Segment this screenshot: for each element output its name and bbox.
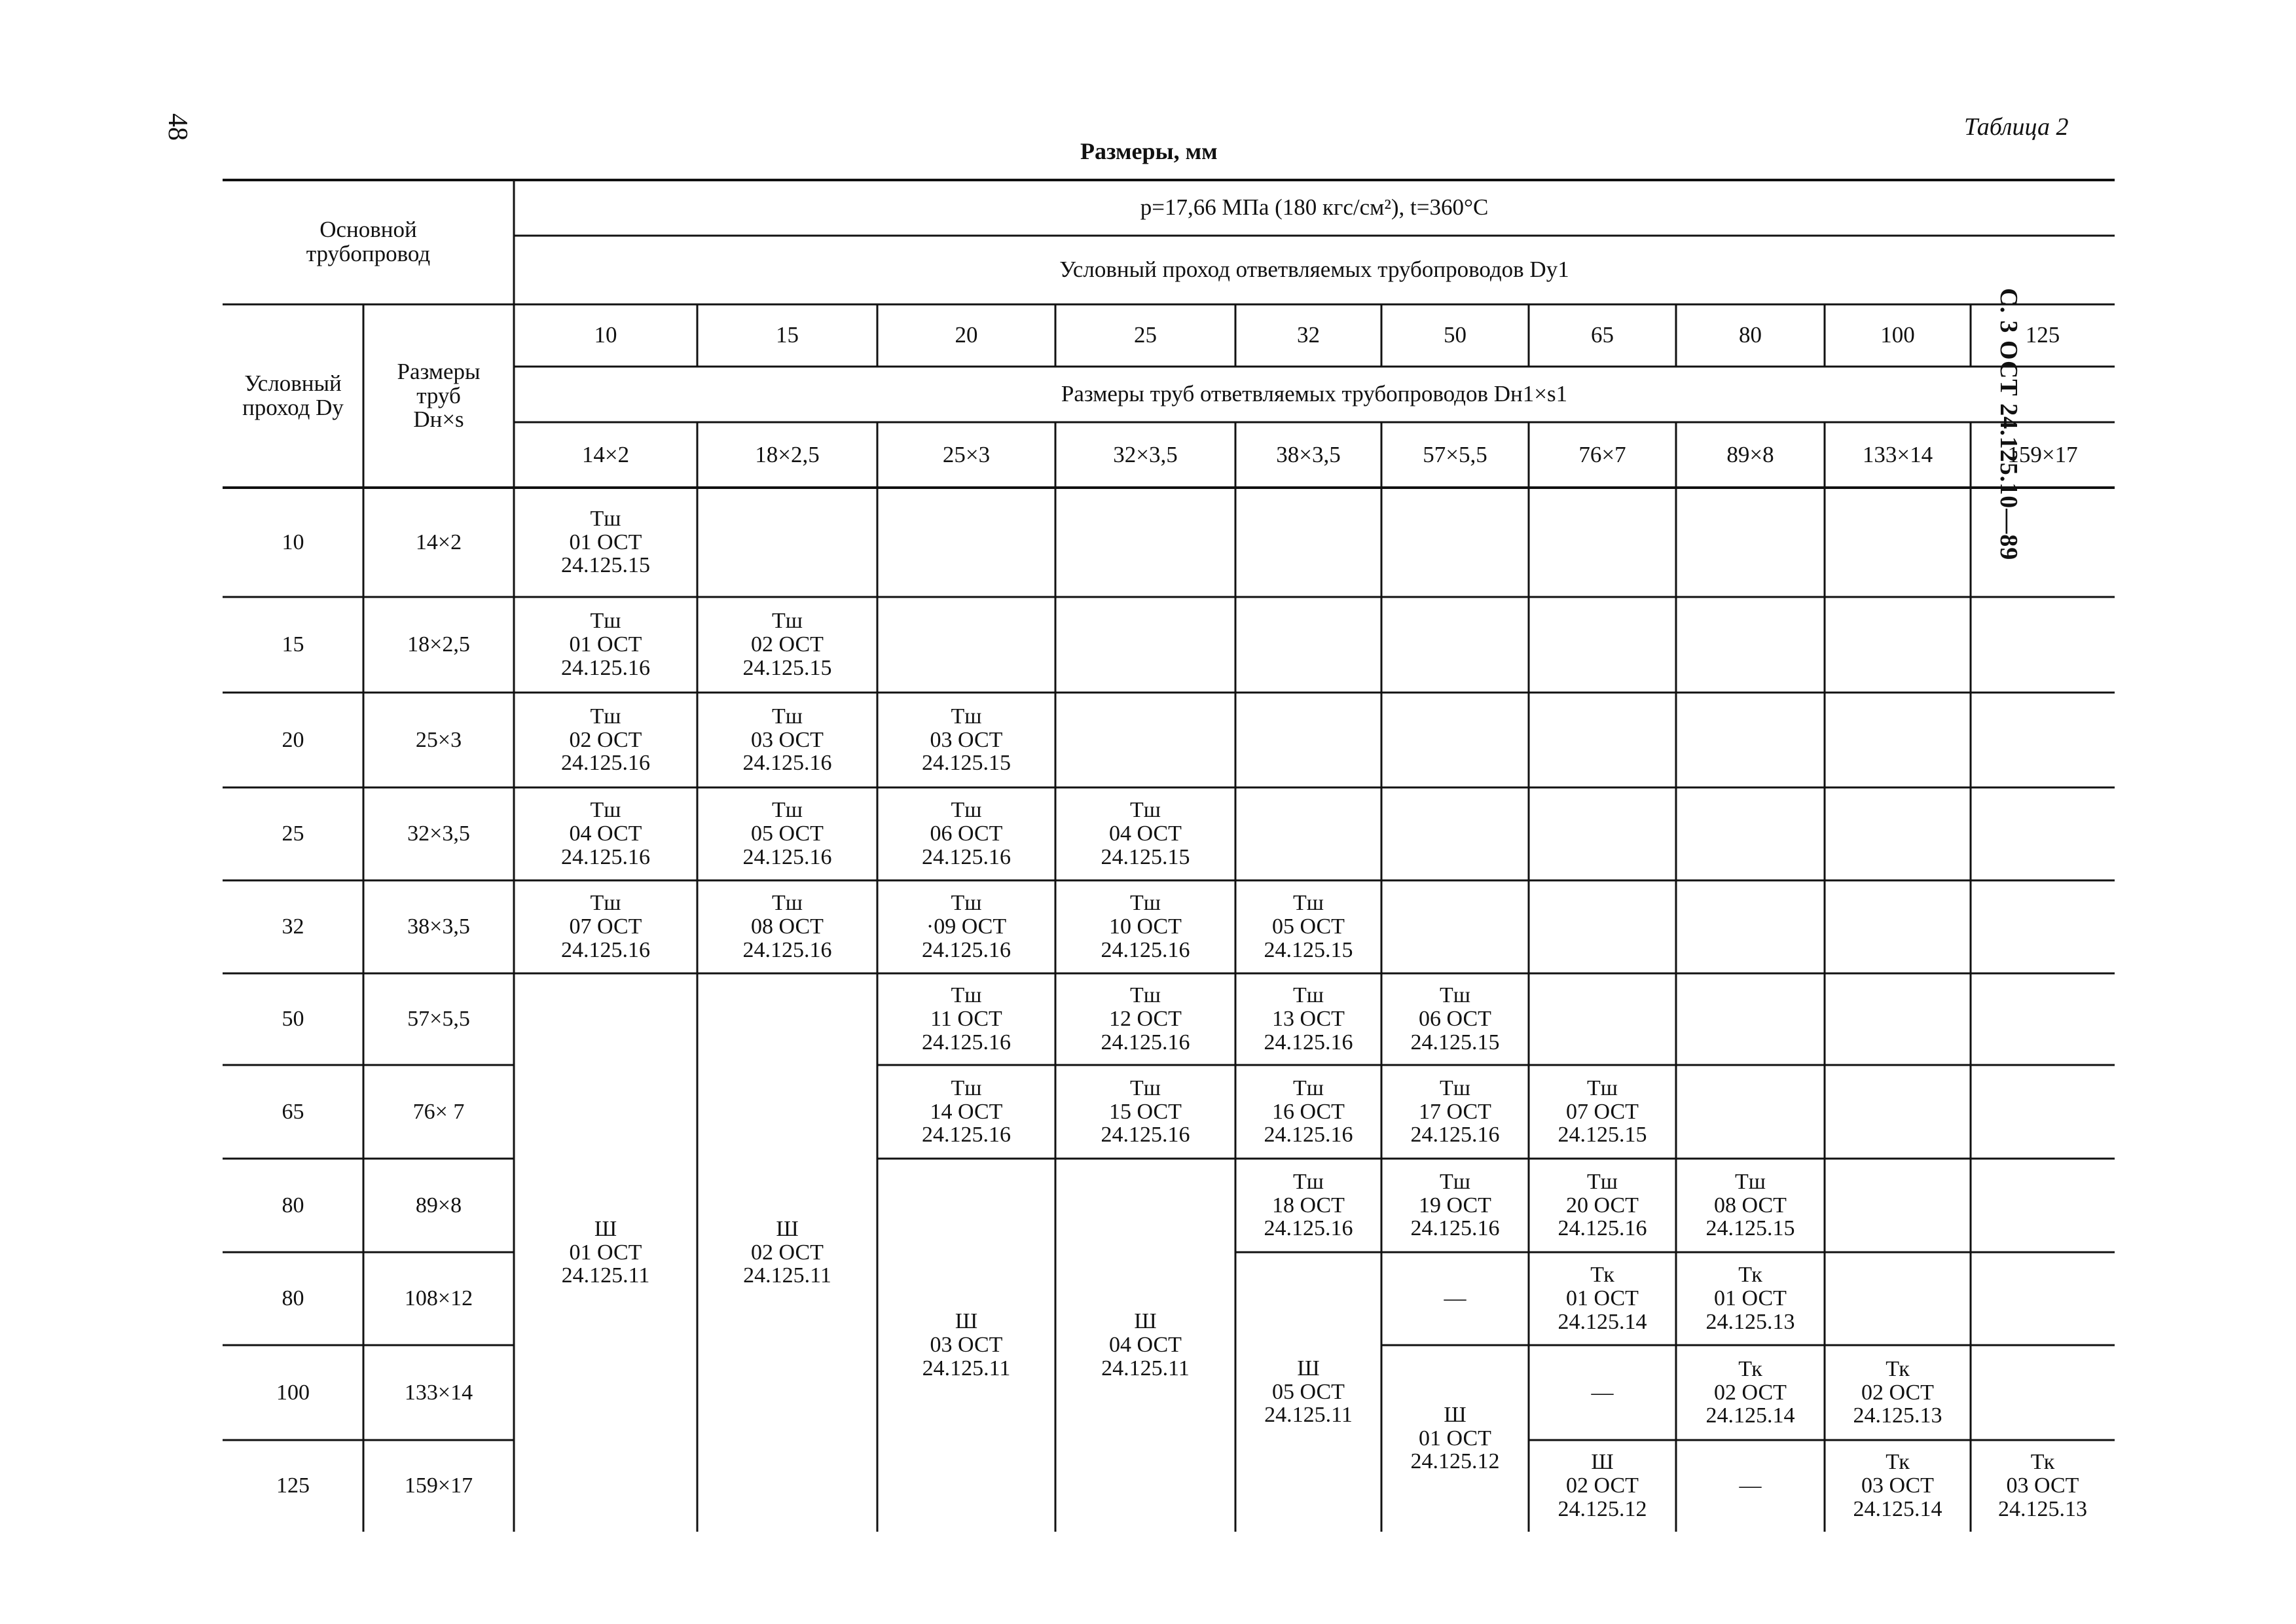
cell-line: 05 ОСТ: [1272, 1379, 1345, 1404]
row-dn-label: [223, 880, 363, 973]
branch-size-cell: [1825, 422, 1971, 488]
cell-line: 06 ОСТ: [930, 821, 1003, 846]
cell-line: 02 ОСТ: [1714, 1380, 1787, 1405]
page-number: 48: [162, 113, 192, 141]
cell-line: 25: [1134, 322, 1157, 348]
cell-line: Тш: [1293, 891, 1324, 916]
fitting-designation: [1055, 787, 1235, 880]
row-dn-label: [223, 597, 363, 693]
row-size-label: [363, 973, 514, 1065]
fitting-designation: [697, 693, 877, 787]
cell-line: 108×12: [404, 1286, 473, 1311]
cell-line: 24.125.15: [561, 553, 650, 578]
cell-line: Тк: [1886, 1356, 1910, 1381]
cell-line: 24.125.14: [1558, 1309, 1647, 1334]
branch-dn-80: [1676, 304, 1825, 367]
cell-line: 24.125.16: [922, 844, 1011, 869]
cell-line: 06 ОСТ: [1419, 1007, 1491, 1032]
cell-line: 159×17: [2007, 441, 2078, 467]
cell-line: 10: [282, 530, 304, 554]
cell-line: 04 ОСТ: [569, 821, 642, 846]
cell-line: 24.125.16: [1101, 1123, 1190, 1147]
fitting-designation: [1055, 973, 1235, 1065]
cell-line: —: [1591, 1380, 1614, 1405]
cell-line: 16 ОСТ: [1272, 1099, 1345, 1124]
row-dn-label: [223, 693, 363, 787]
cell-line: Тш: [1130, 891, 1161, 916]
cell-line: 24.125.11: [1101, 1356, 1190, 1380]
cell-line: 24.125.16: [1264, 1123, 1353, 1147]
branch-dn-100: [1825, 304, 1971, 367]
fitting-designation: [1971, 1440, 2115, 1532]
cell-line: 18×2,5: [755, 441, 820, 467]
cell-line: 65: [282, 1099, 304, 1124]
cell-line: 24.125.16: [1101, 937, 1190, 962]
cell-line: Dн×s: [413, 406, 464, 433]
cell-line: 15: [776, 322, 799, 348]
fitting-designation: [697, 880, 877, 973]
cell-line: 08 ОСТ: [751, 914, 824, 939]
row-size-label: [363, 880, 514, 973]
row-size-label: [363, 1440, 514, 1532]
cell-line: 38×3,5: [407, 914, 470, 939]
row-dn-label: [223, 1252, 363, 1345]
fitting-designation-merged: [697, 973, 877, 1532]
branch-dn-32: [1235, 304, 1381, 367]
fitting-designation: [877, 787, 1055, 880]
cell-line: Тш: [590, 891, 621, 916]
cell-line: Тш: [1587, 1075, 1618, 1100]
branch-dn-50: [1381, 304, 1529, 367]
cell-line: Тк: [1886, 1450, 1910, 1475]
row-dn-label: [223, 787, 363, 880]
cell-line: 03 ОСТ: [930, 727, 1003, 752]
cell-line: Условный проход ответвляемых трубопроводов Dу1: [1059, 257, 1569, 283]
fitting-designation: [1825, 1345, 1971, 1440]
row-dn-label: [223, 488, 363, 597]
cell-line: 24.125.14: [1705, 1403, 1795, 1428]
row-size-label: [363, 1252, 514, 1345]
cell-line: 18 ОСТ: [1272, 1193, 1345, 1218]
cell-line: 24.125.13: [1853, 1403, 1942, 1428]
cell-line: 32: [1297, 322, 1320, 348]
cell-line: Тш: [772, 891, 803, 916]
branch-dn-65: [1529, 304, 1676, 367]
branch-dn-25: [1055, 304, 1235, 367]
cell-line: Тш: [772, 704, 803, 729]
size-column-header: [363, 304, 514, 488]
cell-line: 100: [276, 1380, 310, 1405]
cell-line: 01 ОСТ: [569, 1240, 642, 1265]
cell-line: 80: [282, 1193, 304, 1218]
cell-line: 24.125.14: [1853, 1496, 1942, 1521]
cell-line: 24.125.11: [743, 1263, 831, 1288]
cell-line: 24.125.15: [1101, 844, 1190, 869]
design-conditions-header: [514, 180, 2115, 236]
cell-line: 125: [2025, 322, 2060, 348]
main-pipe-header: [223, 180, 514, 304]
cell-line: 25×3: [942, 441, 991, 467]
cell-line: 03 ОСТ: [751, 727, 824, 752]
branch-dn-title: [514, 236, 2115, 304]
cell-line: 38×3,5: [1276, 441, 1341, 467]
fitting-designation: [1381, 1065, 1529, 1159]
cell-line: 24.125.15: [1705, 1216, 1795, 1241]
fitting-designation: [1825, 1440, 1971, 1532]
cell-line: 32×3,5: [407, 821, 470, 846]
cell-line: 80: [1739, 322, 1762, 348]
cell-line: 03 ОСТ: [930, 1333, 1003, 1358]
row-size-label: [363, 1159, 514, 1252]
row-size-label: [363, 488, 514, 597]
branch-size-cell: [1381, 422, 1529, 488]
cell-line: 24.125.12: [1410, 1449, 1500, 1474]
row-dn-label: [223, 1065, 363, 1159]
cell-line: 25×3: [415, 727, 462, 752]
cell-line: 80: [282, 1286, 304, 1311]
cell-line: 03 ОСТ: [1861, 1473, 1934, 1498]
cell-line: Тш: [1440, 1169, 1470, 1194]
branch-dn-10: [514, 304, 697, 367]
cell-line: 133×14: [404, 1380, 473, 1405]
cell-line: 24.125.16: [561, 844, 650, 869]
cell-line: 24.125.12: [1558, 1496, 1647, 1521]
cell-line: 24.125.15: [1264, 937, 1353, 962]
cell-line: Тш: [772, 609, 803, 634]
fitting-designation: [1055, 1065, 1235, 1159]
cell-line: Ш: [1134, 1309, 1157, 1334]
table-label: Таблица 2: [1964, 113, 2069, 141]
fitting-designation-merged: [1055, 1159, 1235, 1532]
cell-line: Тш: [590, 798, 621, 823]
branch-dn-15: [697, 304, 877, 367]
cell-line: 24.125.15: [1410, 1030, 1500, 1055]
cell-line: 05 ОСТ: [751, 821, 824, 846]
cell-line: 24.125.16: [561, 937, 650, 962]
cell-line: 14×2: [415, 530, 462, 554]
cell-line: 01 ОСТ: [569, 530, 642, 554]
cell-line: 133×14: [1862, 441, 1933, 467]
cell-line: 02 ОСТ: [569, 727, 642, 752]
cell-line: 02 ОСТ: [751, 1240, 824, 1265]
row-size-label: [363, 597, 514, 693]
cell-line: Тш: [1130, 983, 1161, 1008]
cell-line: Тш: [772, 798, 803, 823]
cell-line: 24.125.16: [1558, 1216, 1647, 1241]
cell-line: 24.125.11: [922, 1356, 1011, 1380]
fitting-designation: [1529, 1252, 1676, 1345]
fitting-designation: [1381, 973, 1529, 1065]
cell-line: 02 ОСТ: [751, 632, 824, 657]
branch-size-cell: [1971, 422, 2115, 488]
row-dn-label: [223, 1345, 363, 1440]
cell-line: 24.125.11: [561, 1263, 650, 1288]
cell-line: Тш: [1440, 983, 1470, 1008]
cell-line: 24.125.15: [1558, 1123, 1647, 1147]
cell-line: 04 ОСТ: [1109, 821, 1182, 846]
cell-line: 76×7: [1578, 441, 1626, 467]
cell-line: —: [1444, 1286, 1467, 1311]
cell-line: 01 ОСТ: [1566, 1286, 1639, 1311]
cell-line: 04 ОСТ: [1109, 1333, 1182, 1358]
cell-line: 24.125.16: [742, 751, 832, 776]
cell-line: 76× 7: [412, 1099, 465, 1124]
fitting-designation: [1381, 1159, 1529, 1252]
cell-line: Размеры: [397, 358, 481, 384]
cell-line: 01 ОСТ: [1714, 1286, 1787, 1311]
branch-size-cell: [1676, 422, 1825, 488]
cell-line: Размеры труб ответвляемых трубопроводов Dн1×s1: [1061, 381, 1568, 407]
fitting-designation: [514, 693, 697, 787]
branch-size-cell: [1529, 422, 1676, 488]
fitting-designation-merged: [1235, 1252, 1381, 1532]
cell-line: трубопровод: [306, 241, 431, 266]
cell-line: 20: [282, 727, 304, 752]
cell-line: Тш: [1130, 798, 1161, 823]
cell-line: 05 ОСТ: [1272, 914, 1345, 939]
cell-line: Тш: [1293, 1075, 1324, 1100]
cell-line: 24.125.16: [742, 844, 832, 869]
cell-line: Тш: [951, 1075, 982, 1100]
cell-line: Основной: [319, 217, 417, 243]
cell-line: 32: [282, 914, 304, 939]
cell-line: 24.125.16: [742, 937, 832, 962]
cell-line: 65: [1591, 322, 1614, 348]
cell-line: Тш: [1293, 1169, 1324, 1194]
fitting-designation: [514, 597, 697, 693]
cell-line: 24.125.16: [561, 655, 650, 680]
cell-line: 07 ОСТ: [569, 914, 642, 939]
cell-line: Ш: [955, 1309, 978, 1334]
cell-line: 100: [1880, 322, 1915, 348]
cell-line: 57×5,5: [407, 1007, 470, 1032]
fitting-designation: [1235, 973, 1381, 1065]
cell-line: 10 ОСТ: [1109, 914, 1182, 939]
cell-line: Тш: [590, 704, 621, 729]
cell-line: Тш: [951, 798, 982, 823]
cell-line: 20 ОСТ: [1566, 1193, 1639, 1218]
fitting-designation: [697, 787, 877, 880]
cell-line: 159×17: [404, 1473, 473, 1498]
cell-line: 13 ОСТ: [1272, 1007, 1345, 1032]
cell-line: Тш: [1293, 983, 1324, 1008]
cell-line: 24.125.16: [922, 1123, 1011, 1147]
fitting-designation: [1381, 1252, 1529, 1345]
row-dn-label: [223, 1440, 363, 1532]
fitting-designation: [1676, 1159, 1825, 1252]
fitting-designation-merged: [1381, 1345, 1529, 1532]
cell-line: 03 ОСТ: [2006, 1473, 2079, 1498]
cell-line: 14×2: [581, 441, 630, 467]
cell-line: Тш: [590, 609, 621, 634]
cell-line: 14 ОСТ: [930, 1099, 1003, 1124]
cell-line: 50: [1444, 322, 1467, 348]
row-size-label: [363, 1065, 514, 1159]
cell-line: 50: [282, 1007, 304, 1032]
cell-line: 24.125.13: [1705, 1309, 1795, 1334]
cell-line: Тш: [951, 704, 982, 729]
branch-size-cell: [1055, 422, 1235, 488]
cell-line: Тк: [1590, 1263, 1614, 1288]
row-size-label: [363, 693, 514, 787]
cell-line: Тк: [1738, 1356, 1762, 1381]
cell-line: 25: [282, 821, 304, 846]
cell-line: 24.125.16: [1264, 1216, 1353, 1241]
cell-line: Тш: [951, 891, 982, 916]
fitting-designation-merged: [514, 973, 697, 1532]
branch-dn-20: [877, 304, 1055, 367]
cell-line: 07 ОСТ: [1566, 1099, 1639, 1124]
fitting-designation: [1235, 880, 1381, 973]
cell-line: 10: [594, 322, 617, 348]
branch-size-title: [514, 367, 2115, 422]
fitting-designation-merged: [877, 1159, 1055, 1532]
fitting-designation: [1529, 1065, 1676, 1159]
cell-line: 32×3,5: [1113, 441, 1178, 467]
fitting-designation: [514, 880, 697, 973]
cell-line: 24.125.16: [922, 1030, 1011, 1055]
cell-line: 89×8: [1726, 441, 1774, 467]
cell-line: проход Dу: [242, 395, 344, 420]
fitting-designation: [1529, 1159, 1676, 1252]
fitting-designation: [1235, 1159, 1381, 1252]
row-size-label: [363, 1345, 514, 1440]
cell-line: Ш: [594, 1216, 617, 1241]
dn-column-header: [223, 304, 363, 488]
cell-line: 20: [955, 322, 978, 348]
cell-line: Ш: [1297, 1356, 1320, 1380]
cell-line: 57×5,5: [1423, 441, 1487, 467]
fitting-designation: [514, 787, 697, 880]
cell-line: труб: [416, 382, 461, 408]
fitting-designation: [877, 973, 1055, 1065]
cell-line: 24.125.16: [1264, 1030, 1353, 1055]
cell-line: —: [1739, 1473, 1762, 1498]
cell-line: Тк: [2030, 1450, 2055, 1475]
branch-size-cell: [697, 422, 877, 488]
cell-line: Тш: [590, 506, 621, 531]
row-size-label: [363, 787, 514, 880]
fitting-designation: [877, 693, 1055, 787]
fitting-designation: [1676, 1252, 1825, 1345]
cell-line: 17 ОСТ: [1419, 1099, 1491, 1124]
cell-line: 24.125.16: [1410, 1216, 1500, 1241]
cell-line: 89×8: [415, 1193, 462, 1218]
row-dn-label: [223, 1159, 363, 1252]
cell-line: 24.125.16: [1410, 1123, 1500, 1147]
cell-line: 02 ОСТ: [1861, 1380, 1934, 1405]
cell-line: Тш: [951, 983, 982, 1008]
cell-line: 24.125.15: [922, 751, 1011, 776]
cell-line: 24.125.16: [561, 751, 650, 776]
cell-line: ·09 ОСТ: [926, 914, 1007, 939]
cell-line: p=17,66 МПа (180 кгс/см²), t=360°C: [1140, 194, 1489, 221]
branch-size-cell: [1235, 422, 1381, 488]
cell-line: Ш: [1444, 1402, 1467, 1427]
fitting-designation: [1055, 880, 1235, 973]
fitting-designation: [1676, 1440, 1825, 1532]
fitting-designation: [877, 880, 1055, 973]
cell-line: 24.125.15: [742, 655, 832, 680]
cell-line: 08 ОСТ: [1714, 1193, 1787, 1218]
cell-line: 24.125.16: [1101, 1030, 1190, 1055]
cell-line: 15 ОСТ: [1109, 1099, 1182, 1124]
cell-line: Тш: [1130, 1075, 1161, 1100]
branch-size-cell: [514, 422, 697, 488]
cell-line: Тш: [1735, 1169, 1766, 1194]
cell-line: 01 ОСТ: [1419, 1426, 1491, 1451]
cell-line: Тш: [1587, 1169, 1618, 1194]
cell-line: 24.125.13: [1998, 1496, 2087, 1521]
cell-line: 18×2,5: [407, 632, 470, 657]
cell-line: 01 ОСТ: [569, 632, 642, 657]
cell-line: 12 ОСТ: [1109, 1007, 1182, 1032]
branch-size-cell: [877, 422, 1055, 488]
fitting-designation: [1529, 1345, 1676, 1440]
cell-line: 02 ОСТ: [1566, 1473, 1639, 1498]
cell-line: Тш: [1440, 1075, 1470, 1100]
cell-line: 125: [276, 1473, 310, 1498]
cell-line: Ш: [776, 1216, 799, 1241]
fitting-designation: [1235, 1065, 1381, 1159]
cell-line: 19 ОСТ: [1419, 1193, 1491, 1218]
fitting-designation: [1676, 1345, 1825, 1440]
units-caption: Размеры, мм: [1080, 138, 1218, 164]
cell-line: Условный: [244, 370, 342, 397]
cell-line: 24.125.11: [1264, 1403, 1353, 1428]
cell-line: 11 ОСТ: [930, 1007, 1002, 1032]
cell-line: 15: [282, 632, 304, 657]
fitting-designation-merged: [1529, 1440, 1676, 1532]
cell-line: Тк: [1738, 1263, 1762, 1288]
fitting-designation: [514, 488, 697, 597]
cell-line: Ш: [1591, 1450, 1614, 1475]
document-identifier: С. 3 ОСТ 24.125.10—89: [1995, 288, 2022, 561]
fitting-designation: [697, 597, 877, 693]
fitting-designation: [877, 1065, 1055, 1159]
cell-line: 24.125.16: [922, 937, 1011, 962]
branch-dn-125: [1971, 304, 2115, 367]
row-dn-label: [223, 973, 363, 1065]
